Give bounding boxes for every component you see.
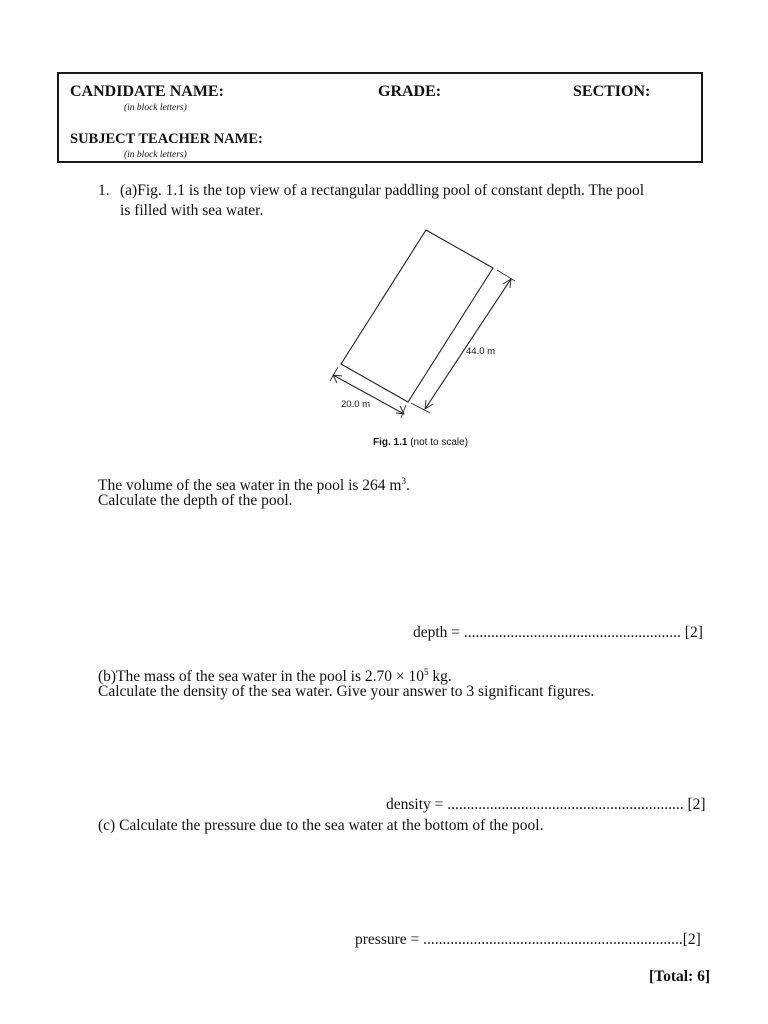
length-label: 44.0 m — [466, 346, 496, 357]
grade-label: GRADE: — [378, 83, 442, 100]
density-answer-line[interactable]: density = ............................................................. [2] — [386, 796, 706, 813]
total-marks: [Total: 6] — [649, 968, 710, 985]
block-letters-hint: (in block letters) — [124, 150, 187, 160]
teacher-name-label: SUBJECT TEACHER NAME: — [70, 131, 263, 147]
part-c-statement: (c) Calculate the pressure due to the sea water at the bottom of the pool. — [98, 817, 544, 834]
width-label: 20.0 m — [341, 399, 371, 410]
depth-answer-line[interactable]: depth = ........................................................ [2] — [413, 624, 703, 641]
section-label: SECTION: — [573, 83, 651, 100]
figure-caption: Fig. 1.1 (not to scale) — [373, 437, 469, 448]
calculate-depth-instruction: Calculate the depth of the pool. — [98, 492, 293, 509]
pool-rectangle — [341, 230, 496, 402]
part-a-text-line1: (a)Fig. 1.1 is the top view of a rectangular paddling pool of constant depth. The pool — [120, 182, 645, 199]
volume-statement: The volume of the sea water in the pool is 264 $m^3$. — [98, 476, 410, 495]
part-b-statement: (b)The mass of the sea water in the pool is $2.70 \times 10^5$ kg. — [98, 667, 452, 686]
calculate-density-instruction: Calculate the density of the sea water. Give your answer to 3 significant figures. — [98, 683, 595, 700]
pressure-answer-line[interactable]: pressure = ...................................................................[2] — [355, 931, 701, 948]
question-number: 1. — [98, 182, 110, 199]
block-letters-hint: (in block letters) — [124, 103, 187, 113]
part-a-text-line2: is filled with sea water. — [120, 202, 264, 219]
length-dimension-line — [425, 279, 511, 409]
candidate-name-label: CANDIDATE NAME: — [70, 83, 224, 100]
